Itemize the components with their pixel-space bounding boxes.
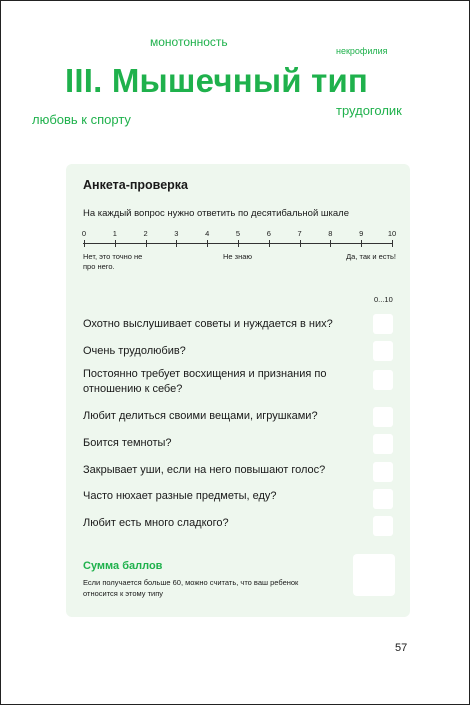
question-1: Охотно выслушивает советы и нуждается в них? (83, 318, 333, 330)
sum-input[interactable] (353, 554, 395, 596)
tag-lyubov: любовь к спорту (32, 112, 131, 127)
chapter-title: III. Мышечный тип (65, 62, 369, 99)
question-8: Любит есть много сладкого? (83, 517, 229, 529)
page-number: 57 (395, 642, 408, 654)
scale-anchor-low: Нет, это точно не про него. (83, 252, 143, 271)
score-input-5[interactable] (373, 434, 393, 454)
scale-tick-1 (115, 240, 116, 247)
score-input-4[interactable] (373, 407, 393, 427)
scale-tick-3 (176, 240, 177, 247)
scale-number-7: 7 (297, 229, 302, 238)
question-2: Очень трудолюбив? (83, 345, 186, 357)
scale-tick-10 (392, 240, 393, 247)
score-input-8[interactable] (373, 516, 393, 536)
scale-tick-2 (146, 240, 147, 247)
scale-anchor-high: Да, так и есть! (346, 252, 396, 261)
scale-number-0: 0 (81, 229, 87, 238)
scale-number-3: 3 (174, 229, 179, 238)
sum-note: Если получается больше 60, можно считать, что ваш ребенок относится к этому типу (83, 578, 299, 598)
score-input-7[interactable] (373, 489, 393, 509)
question-7: Часто нюхает разные предметы, еду? (83, 490, 277, 502)
question-5: Боится темноты? (83, 437, 172, 449)
score-input-1[interactable] (373, 314, 393, 334)
tag-nekrofilia: некрофилия (336, 46, 388, 56)
question-3: Постоянно требует восхищения и признания по отношению к себе? (83, 368, 327, 395)
scale-tick-8 (330, 240, 331, 247)
scale-number-5: 5 (235, 229, 241, 238)
scale-tick-6 (269, 240, 270, 247)
question-4: Любит делиться своими вещами, игрушками? (83, 410, 318, 422)
scale-tick-5 (238, 240, 239, 247)
sum-title: Сумма баллов (83, 560, 163, 572)
scale-number-6: 6 (266, 229, 271, 238)
questionnaire-card (66, 164, 410, 617)
score-input-2[interactable] (373, 341, 393, 361)
scale-number-9: 9 (359, 229, 364, 238)
score-column-header: 0...10 (374, 295, 393, 304)
scale-tick-9 (361, 240, 362, 247)
scale-number-10: 10 (387, 229, 397, 238)
scale-tick-0 (84, 240, 85, 247)
scale-number-8: 8 (328, 229, 333, 238)
question-6: Закрывает уши, если на него повышают голос? (83, 464, 326, 476)
tag-monotonnost: монотонность (150, 35, 228, 49)
scale-number-4: 4 (205, 229, 210, 238)
score-input-3[interactable] (373, 370, 393, 390)
tag-trudogolik: трудоголик (336, 103, 402, 118)
score-input-6[interactable] (373, 462, 393, 482)
card-title: Анкета-проверка (83, 178, 188, 192)
scale-number-1: 1 (112, 229, 117, 238)
scale-number-2: 2 (143, 229, 148, 238)
scale-tick-7 (300, 240, 301, 247)
scale-tick-4 (207, 240, 208, 247)
instruction-text: На каждый вопрос нужно ответить по десятибальной шкале (83, 208, 350, 219)
scale-anchor-mid: Не знаю (223, 252, 253, 261)
